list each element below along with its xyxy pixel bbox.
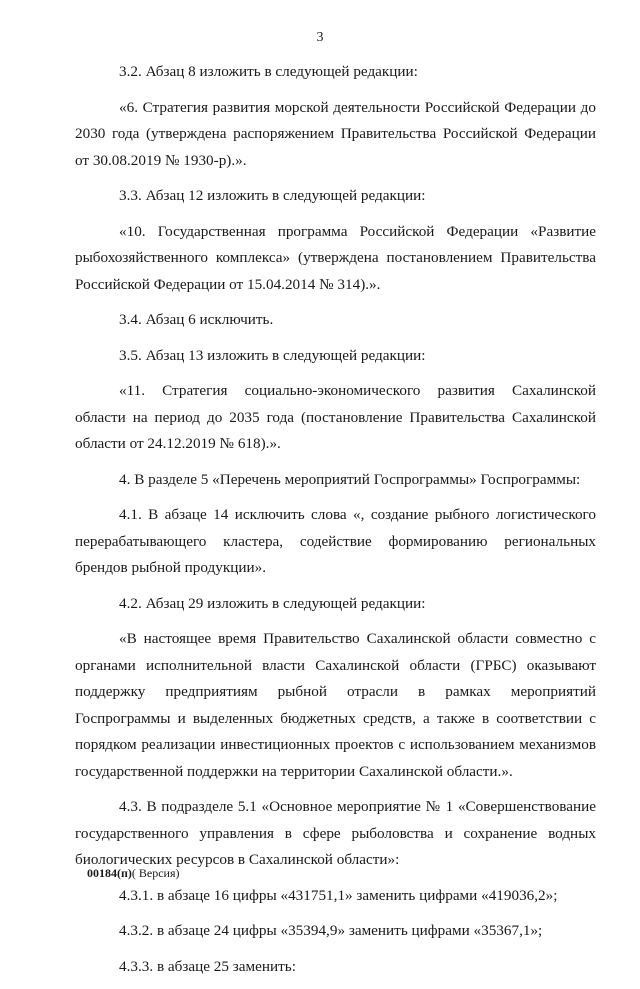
paragraph-3-3: 3.3. Абзац 12 изложить в следующей редакции: bbox=[119, 187, 426, 204]
paragraph-3-2: 3.2. Абзац 8 изложить в следующей редакции: bbox=[119, 63, 418, 80]
paragraph-4-3-1: 4.3.1. в абзаце 16 цифры «431751,1» заменить цифрами «419036,2»; bbox=[119, 886, 558, 904]
paragraph-4-3-3: 4.3.3. в абзаце 25 заменить: bbox=[119, 957, 296, 975]
paragraph-quote-11: «11. Стратегия социально-экономического развития Сахалинской области на период до 2035 года (постановление Правительства Сахалинской области от 24.12.2019 № 618).». bbox=[75, 382, 596, 452]
document-code: 00184(п) bbox=[87, 866, 132, 880]
paragraph-3-4: 3.4. Абзац 6 исключить. bbox=[119, 311, 274, 328]
paragraph-4-1: 4.1. В абзаце 14 исключить слова «, создание рыбного логистического перерабатывающего кластера, содействие формированию региональных брендов рыбной продукции». bbox=[75, 506, 596, 576]
paragraph-4-2: 4.2. Абзац 29 изложить в следующей редакции: bbox=[119, 594, 426, 612]
paragraph-quote-10: «10. Государственная программа Российской Федерации «Развитие рыбохозяйственного комплекса» (утверждена постановлением Правительства Российской Федерации от 15.04.2014 № 314).». bbox=[75, 222, 596, 293]
document-footer bbox=[87, 866, 180, 881]
paragraph-4-3: 4.3. В подразделе 5.1 «Основное мероприятие № 1 «Совершенствование государственного управления в сфере рыболовства и сохранение водных биологических ресурсов в Сахалинской области»: bbox=[75, 798, 596, 868]
page-number: 3 bbox=[316, 30, 324, 45]
paragraph-quote-29: «В настоящее время Правительство Сахалинской области совместно с органами исполнительной власти Сахалинской области (ГРБС) оказывают поддержку предприятиям рыбной отрасли в рамках мероприятий Госпрограммы и выделенных бюджетных средств, а также в соответствии с порядком реализации инвестиционных проектов с использованием механизмов государственной поддержки на территории Сахалинской области.». bbox=[75, 630, 596, 780]
paragraph-4-3-2: 4.3.2. в абзаце 24 цифры «35394,9» заменить цифрами «35367,1»; bbox=[119, 922, 543, 939]
document-body bbox=[75, 59, 596, 989]
paragraph-quote-6: «6. Стратегия развития морской деятельности Российской Федерации до 2030 года (утверждена распоряжением Правительства Российской Федерации от 30.08.2019 № 1930-р).». bbox=[75, 98, 596, 169]
document-version: ( Версия) bbox=[131, 866, 180, 880]
paragraph-3-5: 3.5. Абзац 13 изложить в следующей редакции: bbox=[119, 346, 426, 364]
paragraph-4: 4. В разделе 5 «Перечень мероприятий Госпрограммы» Госпрограммы: bbox=[119, 470, 581, 488]
